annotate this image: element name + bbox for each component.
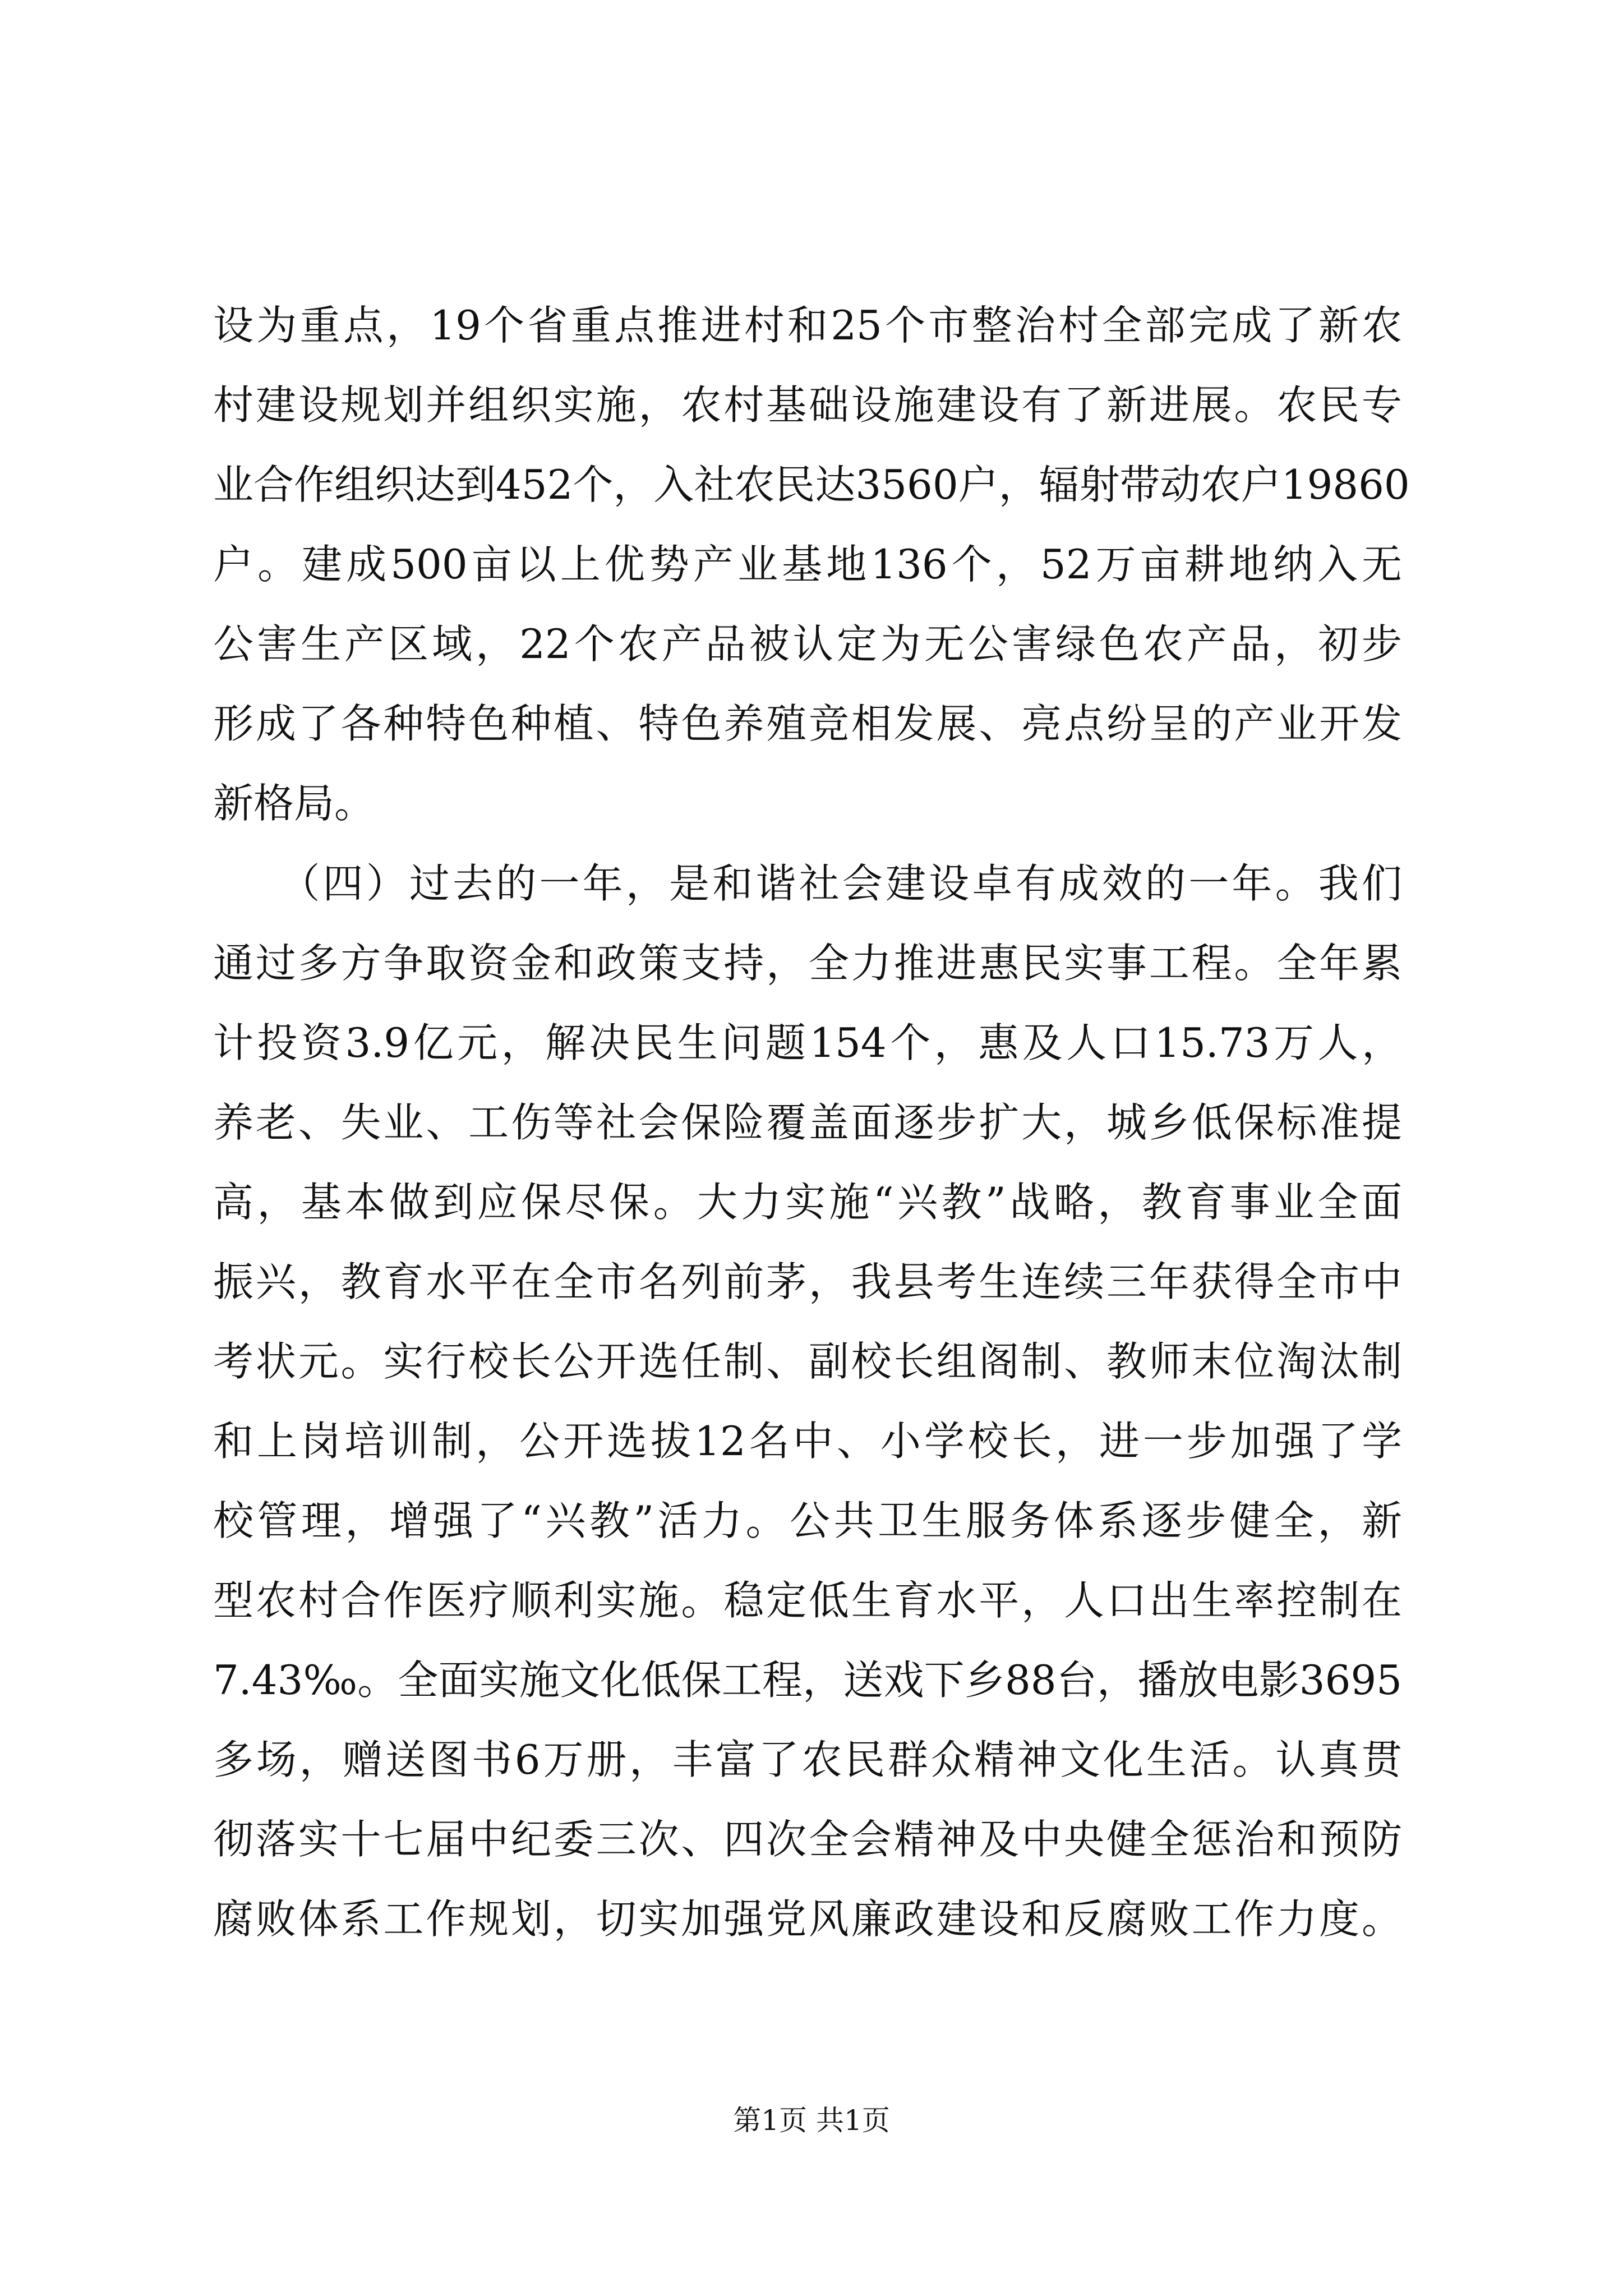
text-line-9: 通过多方争取资金和政策支持，全力推进惠民实事工程。全年累	[213, 940, 1402, 987]
page-footer: 第1页 共1页	[733, 2104, 890, 2137]
text-line-13: 振兴，教育水平在全市名列前茅，我县考生连续三年获得全市中	[213, 1258, 1402, 1305]
text-line-3: 业合作组织达到452个，入社农民达3560户，辐射带动农户19860	[213, 461, 1410, 508]
text-line-11: 养老、失业、工伤等社会保险覆盖面逐步扩大，城乡低保标准提	[213, 1099, 1402, 1146]
text-line-14: 考状元。实行校长公开选任制、副校长组阁制、教师末位淘汰制	[213, 1338, 1402, 1385]
text-line-16: 校管理，增强了“兴教”活力。公共卫生服务体系逐步健全，新	[213, 1497, 1402, 1544]
text-line-20: 彻落实十七届中纪委三次、四次全会精神及中央健全惩治和预防	[213, 1816, 1402, 1863]
text-line-10: 计投资3.9亿元，解决民生问题154个，惠及人口15.73万人，	[213, 1019, 1402, 1066]
text-line-6: 形成了各种特色种植、特色养殖竞相发展、亮点纷呈的产业开发	[213, 700, 1402, 747]
text-line-2: 村建设规划并组织实施，农村基础设施建设有了新进展。农民专	[213, 381, 1402, 429]
text-line-1: 设为重点，19个省重点推进村和25个市整治村全部完成了新农	[213, 302, 1402, 349]
text-line-19: 多场，赠送图书6万册，丰富了农民群众精神文化生活。认真贯	[213, 1736, 1402, 1783]
text-line-18: 7.43‰。全面实施文化低保工程，送戏下乡88台，播放电影3695	[213, 1657, 1402, 1704]
text-line-15: 和上岗培训制，公开选拔12名中、小学校长，进一步加强了学	[213, 1418, 1402, 1465]
text-line-5: 公害生产区域，22个农产品被认定为无公害绿色农产品，初步	[213, 620, 1402, 668]
text-line-8: （四）过去的一年，是和谐社会建设卓有成效的一年。我们	[213, 860, 1402, 907]
text-line-4: 户。建成500亩以上优势产业基地136个，52万亩耕地纳入无	[213, 541, 1402, 588]
text-line-7: 新格局。	[213, 780, 375, 827]
text-line-21: 腐败体系工作规划，切实加强党风廉政建设和反腐败工作力度。	[213, 1895, 1402, 1943]
text-line-12: 高，基本做到应保尽保。大力实施“兴教”战略，教育事业全面	[213, 1179, 1402, 1226]
text-line-17: 型农村合作医疗顺利实施。稳定低生育水平，人口出生率控制在	[213, 1577, 1402, 1624]
